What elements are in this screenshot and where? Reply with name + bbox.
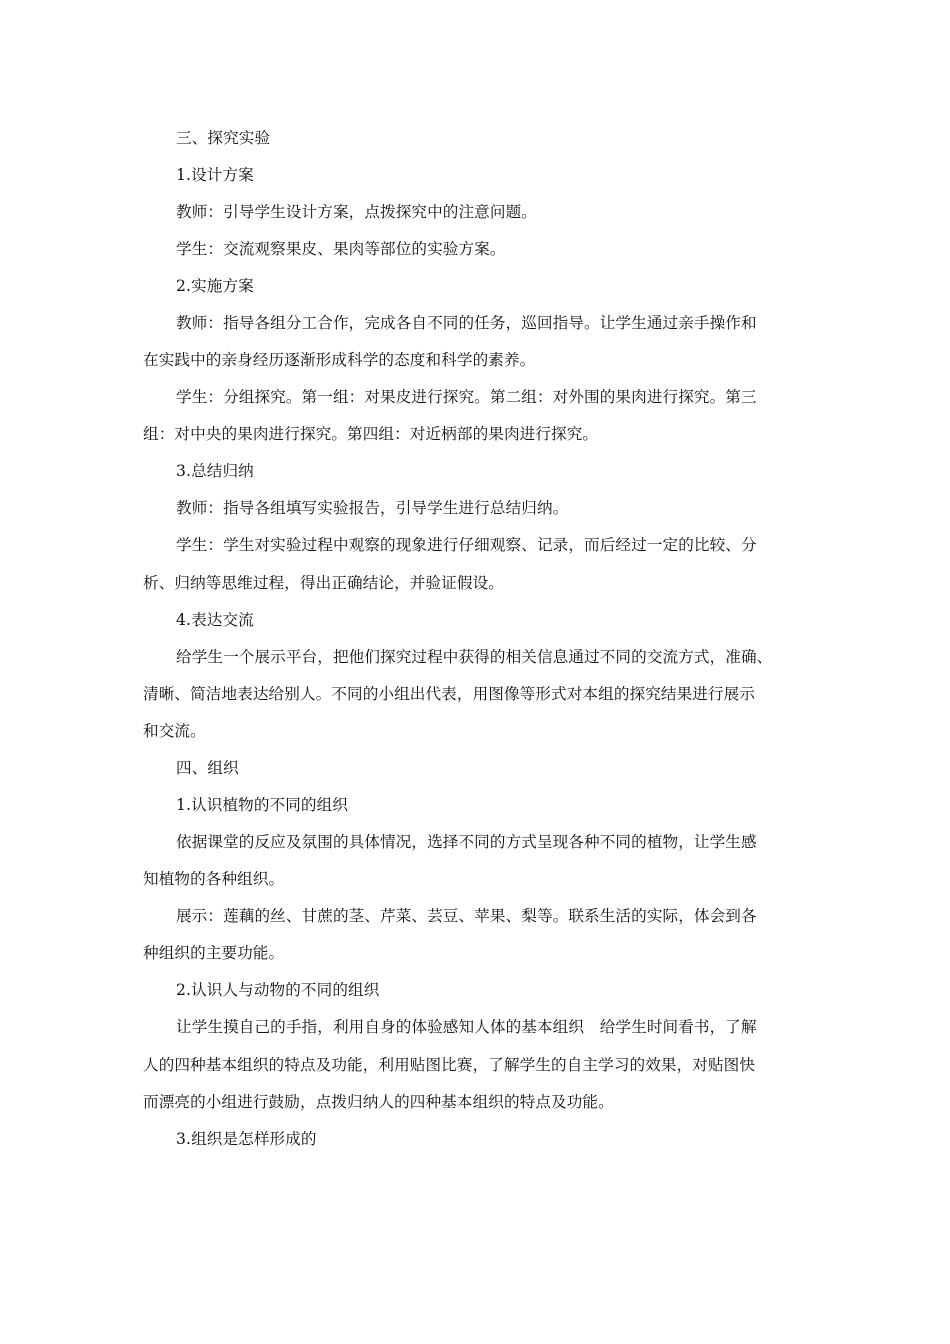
paragraph-line: 依据课堂的反应及氛围的具体情况，选择不同的方式呈现各种不同的植物，让学生感 bbox=[176, 833, 757, 851]
paragraph-line: 析、归纳等思维过程，得出正确结论，并验证假设。 bbox=[143, 574, 504, 592]
paragraph-line: 知植物的各种组织。 bbox=[143, 870, 285, 888]
subsection-heading: 1.设计方案 bbox=[176, 166, 254, 184]
paragraph-line: 人的四种基本组织的特点及功能，利用贴图比赛，了解学生的自主学习的效果，对贴图快 bbox=[143, 1056, 756, 1074]
paragraph-line: 学生：分组探究。第一组：对果皮进行探究。第二组：对外围的果肉进行探究。第三 bbox=[176, 388, 757, 406]
subsection-heading: 2.实施方案 bbox=[176, 277, 254, 295]
paragraph-line: 在实践中的亲身经历逐渐形成科学的态度和科学的素养。 bbox=[143, 351, 536, 369]
paragraph-line: 给学生一个展示平台，把他们探究过程中获得的相关信息通过不同的交流方式，准确、 bbox=[176, 648, 773, 666]
paragraph-line: 清晰、简洁地表达给别人。不同的小组出代表，用图像等形式对本组的探究结果进行展示 bbox=[143, 685, 756, 703]
subsection-heading: 2.认识人与动物的不同的组织 bbox=[176, 981, 380, 999]
paragraph-line: 组：对中央的果肉进行探究。第四组：对近柄部的果肉进行探究。 bbox=[143, 425, 599, 443]
subsection-heading: 1.认识植物的不同的组织 bbox=[176, 796, 349, 814]
paragraph-line: 学生：学生对实验过程中观察的现象进行仔细观察、记录，而后经过一定的比较、分 bbox=[176, 536, 757, 554]
subsection-heading: 4.表达交流 bbox=[176, 611, 254, 629]
paragraph-line: 教师：引导学生设计方案，点拨探究中的注意问题。 bbox=[176, 203, 537, 221]
paragraph-line: 而漂亮的小组进行鼓励，点拨归纳人的四种基本组织的特点及功能。 bbox=[143, 1093, 614, 1111]
section-heading: 四、组织 bbox=[176, 759, 239, 777]
paragraph-line: 种组织的主要功能。 bbox=[143, 944, 285, 962]
paragraph-line: 展示：莲藕的丝、甘蔗的茎、芹菜、芸豆、苹果、梨等。联系生活的实际，体会到各 bbox=[176, 907, 757, 925]
paragraph-line: 学生：交流观察果皮、果肉等部位的实验方案。 bbox=[176, 240, 506, 258]
paragraph-line: 教师：指导各组分工合作，完成各自不同的任务，巡回指导。让学生通过亲手操作和 bbox=[176, 314, 757, 332]
paragraph-line: 教师：指导各组填写实验报告，引导学生进行总结归纳。 bbox=[176, 499, 569, 517]
subsection-heading: 3.组织是怎样形成的 bbox=[176, 1130, 317, 1148]
section-heading: 三、探究实验 bbox=[176, 129, 271, 147]
subsection-heading: 3.总结归纳 bbox=[176, 462, 254, 480]
paragraph-line: 让学生摸自己的手指，利用自身的体验感知人体的基本组织 给学生时间看书，了解 bbox=[176, 1018, 757, 1036]
paragraph-line: 和交流。 bbox=[143, 722, 206, 740]
